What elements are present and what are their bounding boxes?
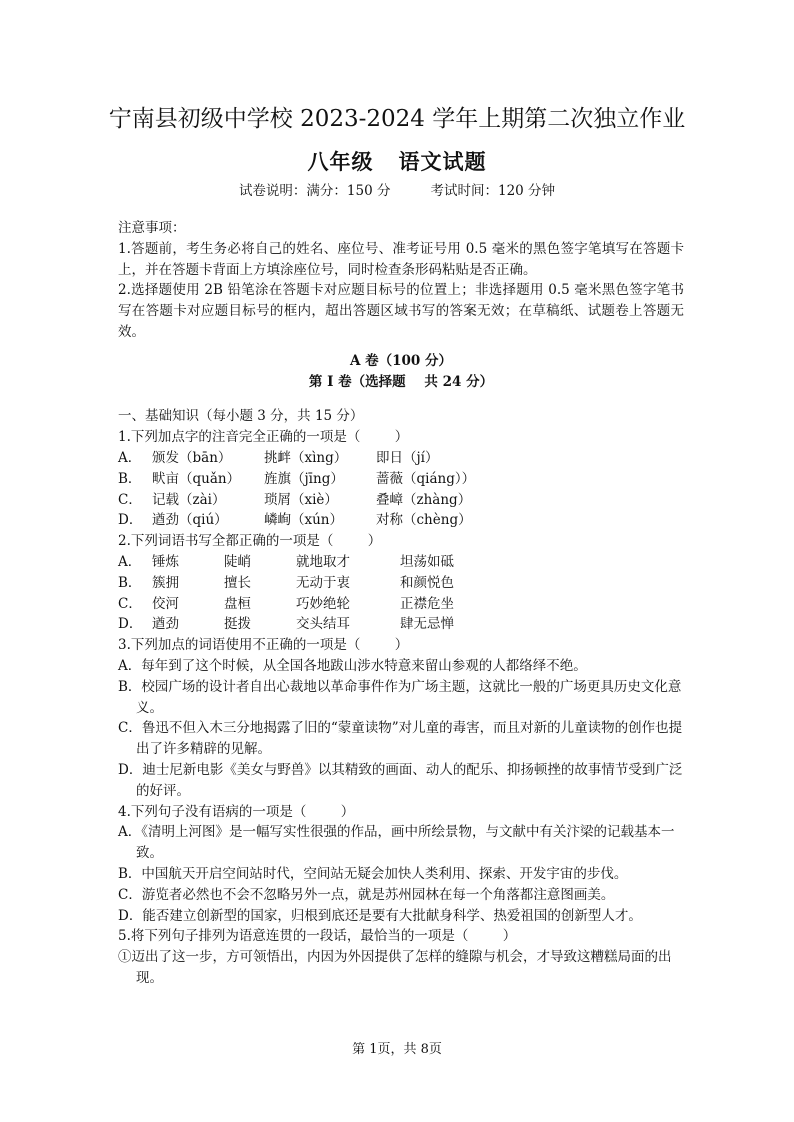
q4-option-a: A．《清明上河图》是一幅写实性很强的作品，画中所绘景物，与文献中有关汴梁的记载基本一致。 [118, 824, 675, 862]
q4-option-c: C．游览者必然也不会不忽略另外一点，就是苏州园林在每一个角落都注意图画美。 [118, 886, 615, 903]
option-label: B． [118, 574, 142, 591]
option-item: 遒劲 [152, 616, 179, 633]
option-item: 蔷薇（qiáng）） [376, 470, 476, 487]
option-item: 旌旗（jīng） [264, 470, 344, 487]
option-item: 巧妙绝轮 [296, 595, 350, 612]
option-item: 叠嶂（zhàng） [376, 491, 472, 508]
option-item: 正襟危坐 [400, 595, 454, 612]
q1-option-c [118, 490, 684, 511]
option-item: 记载（zài） [152, 491, 226, 508]
option-item: 畎亩（quǎn） [152, 470, 241, 487]
option-item: 就地取才 [296, 553, 350, 570]
option-item: 对称（chèng） [376, 512, 472, 529]
option-item: 陡峭 [224, 553, 251, 570]
q2-option-a [118, 552, 684, 573]
q4-stem: 4.下列句子没有语病的一项是（ ） [118, 803, 355, 820]
option-item: 簇拥 [152, 574, 179, 591]
option-item: 遒劲（qiú） [152, 512, 228, 529]
option-item: 坦荡如砥 [400, 553, 454, 570]
exam-title: 宁南县初级中学校 2023-2024 学年上期第二次独立作业 [108, 106, 686, 132]
option-item: 肆无忌惮 [400, 616, 454, 633]
option-item: 挑衅（xìng） [264, 449, 348, 466]
part1-title: 第 I 卷（选择题 共 24 分） [308, 373, 494, 390]
exam-content [118, 218, 684, 989]
q4-option-b: B．中国航天开启空间站时代，空间站无疑会加快人类利用、探索、开发宇宙的步伐。 [118, 865, 628, 882]
option-label: A． [118, 553, 142, 570]
option-item: 无动于衷 [296, 574, 350, 591]
exam-subtitle: 八年级 语文试题 [307, 149, 487, 174]
q4-option-d: D．能否建立创新型的国家，归根到底还是要有大批献身科学、热爱祖国的创新型人才。 [118, 907, 642, 924]
q2-option-c [118, 594, 684, 615]
q5-sentence-1: ①迈出了这一步，方可领悟出，内因为外因提供了怎样的缝隙与机会，才导致这糟糕局面的出现。 [118, 949, 672, 986]
q3-option-d: D．迪士尼新电影《美女与野兽》以其精致的画面、动人的配乐、抑扬顿挫的故事情节受到广泛的好评。 [118, 761, 683, 799]
page-number: 第 1页，共 8页 [352, 1042, 442, 1057]
time-info: 考试时间：120 分钟 [430, 183, 556, 199]
option-label: B． [118, 470, 142, 487]
score-info: 试卷说明：满分：150 分 [238, 183, 391, 199]
option-item: 盘桓 [224, 595, 251, 612]
option-item: 擅长 [224, 574, 251, 591]
option-item: 琐屑（xiè） [264, 491, 338, 508]
q1-option-d [118, 510, 684, 531]
option-item: 佼河 [152, 595, 179, 612]
q5-stem: 5.将下列句子排列为语意连贯的一段话，最恰当的一项是（ ） [118, 928, 517, 945]
option-item: 锤炼 [152, 553, 179, 570]
volume-a-title: A 卷（100 分） [349, 352, 453, 369]
q2-option-d [118, 614, 684, 635]
q3-option-c: C．鲁迅不但入木三分地揭露了旧的“蒙童读物”对儿童的毒害，而且对新的儿童读物的创作也提出了许多精辟的见解。 [118, 720, 683, 758]
option-label: C． [118, 491, 142, 508]
q1-option-a [118, 448, 684, 469]
q2-stem: 2.下列词语书写全都正确的一项是（ ） [118, 533, 382, 550]
option-item: 颁发（bān） [152, 449, 232, 466]
option-item: 即日（jí） [376, 449, 439, 466]
notes-heading: 注意事项： [118, 220, 186, 236]
note-item-1: 1.答题前，考生务必将自己的姓名、座位号、准考证号用 0.5 毫米的黑色签字笔填写在答题卡上，并在答题卡背面上方填涂座位号，同时检查条形码粘贴是否正确。 [118, 240, 684, 278]
q3-option-b: B．校园广场的设计者自出心裁地以革命事件作为广场主题，这就比一般的广场更具历史文化意义。 [118, 678, 682, 716]
q2-option-b [118, 573, 684, 594]
exam-info [0, 180, 794, 202]
q1-stem: 1.下列加点字的注音完全正确的一项是（ ） [118, 429, 409, 446]
q3-stem: 3.下列加点的词语使用不正确的一项是（ ） [118, 637, 409, 654]
option-label: A． [118, 449, 142, 466]
option-label: D． [118, 616, 143, 633]
option-item: 嶙峋（xún） [264, 512, 344, 529]
option-label: C． [118, 595, 142, 612]
option-item: 和颜悦色 [400, 574, 454, 591]
q1-option-b [118, 469, 684, 490]
option-item: 交头结耳 [296, 616, 350, 633]
note-item-2: 2.选择题使用 2B 铅笔涂在答题卡对应题目标号的位置上；非选择题用 0.5 毫米黑色签字笔书写在答题卡对应题目标号的框内，超出答题区域书写的答案无效；在草稿纸、试题卷上答题无效。 [118, 282, 684, 340]
section1-heading: 一、基础知识（每小题 3 分，共 15 分） [118, 408, 364, 425]
q3-option-a: A．每年到了这个时候，从全国各地跋山涉水特意来留山参观的人都络绎不绝。 [118, 657, 587, 674]
option-item: 挺拨 [224, 616, 251, 633]
option-label: D． [118, 512, 143, 529]
